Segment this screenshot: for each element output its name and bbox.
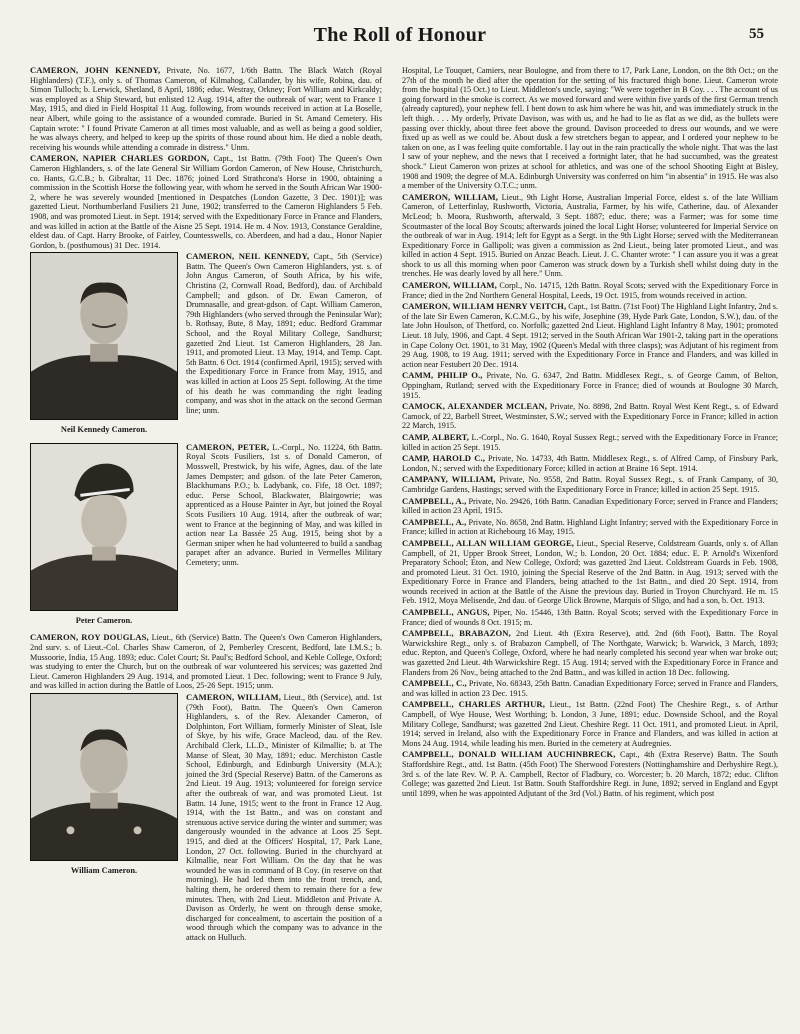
entry-name: CAMPBELL, ALLAN WILLIAM GEORGE, [402,537,575,548]
roll-entry [402,475,778,494]
entry-name: CAMP, ALBERT, [402,431,470,442]
photo-entry-row [30,443,382,632]
roll-entry [402,193,778,279]
roll-entry [402,371,778,400]
roll-entry-continuation [402,66,778,191]
entry-text: Capt., 1st Battn. (71st Foot) The Highland Light Infantry, 2nd s. of the late Sir Ewen Cameron, K.C.M.G., by his wife, Josephine (39, Hyde Park Gate, London, S.W.), dau. of the late John Houlson, of Thetford, co. Norfolk; gazetted 2nd Lieut. Highland Light Infantry 8 May, 1901; promoted Lieut. 18 July, 1906, and Capt. 4 Sept. 1912; served in the South African War 1901-2, taking part in the operations in Cape Colony Oct. 1901, to 31 May, 1902 (Queen's Medal with three clasps); was Adjutant of his regiment from 29 Aug. 1908, to 19 Aug. 1911; served with the Expeditionary Force in France and Flanders, and was killed in action near Festubert 20 Dec. 1914. [402,302,778,369]
entry-text: Lieut., Special Reserve, Coldstream Guards, only s. of Allan Campbell, of 21, Upper Brook Street, London, W.; b. London, 20 Oct. 1884; educ. E. P. Arnold's Wixenford Preparatory School; Eton, and New College, Oxford; was gazetted 2nd Lieut. Coldstream Guards in Feb. 1908, and promoted Lieut. 31 Oct. 1910, joining the Special Reserve of the 2nd Battn. in Aug. 1913; served with the Expeditionary Force in France and Flanders, being attached to the 1st Battn., and died 20 Sept. 1914, from wounds received in action at the Battle of the Aisne the previous day. Buried in Troyon Churchyard. He m. 15 Feb. 1912, Moya Melisende, 2nd dau. of George Ulick Browne, Marquis of Sligo, and had a son, b. Oct. 1913. [402,538,778,606]
roll-entry [402,608,778,627]
entry-name: CAMERON, ROY DOUGLAS, [30,632,149,643]
entry-name: CAMPBELL, ANGUS, [402,607,490,618]
entry-name: CAMERON, WILLIAM HENRY VEITCH, [402,301,567,312]
portrait-photo [30,443,178,611]
right-column [402,66,778,1026]
roll-entry [30,66,382,152]
entry-text: Private, No. 8898, 2nd Battn. Royal West Kent Regt., s. of Edward Camock, of 22, Barbell Street, Westminster, S.W.; served with the Expeditionary Force in France; killed in action 22 March, 1915. [402,402,778,431]
roll-entry [30,154,382,250]
entry-text: Lieut., 1st Battn. (22nd Foot) The Cheshire Regt., s. of Arthur Campbell, of Wye House, West Worthing; b. London, 3 June, 1891; educ. Downside School, and the Royal Military College, Sandhurst; was gazetted 2nd Lieut. Cheshire Regt. 11 Oct. 1911, and promoted Lieut. in April, 1914; served in Ireland, also with the Expeditionary Force in France and Flanders, and was killed in action at Mons 24 Aug. 1914, while leading his men. Buried in the cemetery at Audregnies. [402,700,778,748]
entry-name: CAMPBELL, A., [402,516,467,527]
roll-entry [402,518,778,537]
portrait-photo [30,693,178,861]
roll-entry [402,281,778,300]
roll-entry [402,539,778,606]
entry-name: CAMPBELL, BRABAZON, [402,628,511,639]
roll-entry [402,700,778,748]
entry-text: 2nd Lieut. 4th (Extra Reserve), attd. 2nd (6th Foot), Battn. The Royal Warwickshire Regt., only s. of Brabazon Campbell, of The Northgate, Warwick; b. Warwick, 3 March, 1893; educ. Repton, and Queen's College, Oxford, where he had nearly completed his second year when war broke out; was gazetted 2nd Lieut. 4th Warwickshire Regt. 15 Aug. 1914; served with the Expeditionary Force in France and Flanders from 26 Nov., being attached to the 2nd Battn., and was killed in action 18 Dec. following. [402,629,778,677]
entry-name: CAMPANY, WILLIAM, [402,474,496,485]
entry-text: L.-Corpl., No. G. 1640, Royal Sussex Regt.; served with the Expeditionary Force in France; killed in action 25 Sept. 1915. [402,432,778,452]
entry-text: Piper, No. 15446, 13th Battn. Royal Scots; served with the Expeditionary Force in France; died of wounds 8 Oct. 1915; m. [402,608,778,627]
entry-name: CAMERON, WILLIAM, [402,280,497,291]
page-header [30,24,770,54]
entry-text: Capt., 1st Battn. (79th Foot) The Queen's Own Cameron Highlanders, s. of the late General Sir William Gordon Cameron, of New House, Christchurch, co. Hants, G.C.B.; b. Gibraltar, 11 Dec. 1876; joined Lord Strathcona's Horse in 1900, obtaining a commission in the Scottish Horse the following year, with whom he served in the South African War 1900-2, where he was severely wounded [mentioned in Despatches (London Gazette, 3 Dec. 1901)]; was gazetted Lieut. Northumberland Fusiliers 21 June, 1902; transferred to the Cameron Highlanders 5 Feb. 1908, and was promoted Lieut. in Sept. 1914; served with the Expeditionary Force in France and Flanders, and was killed in action at the Battle of the Aisne 25 Sept. 1914. He m. 4 Nov. 1913, Constance Geraldine, eldest dau. of Capt. Harry Brooke, of Fairley, Countesswells, co. Aberdeen, and had a dau., Honor Napier Gordon, b. (posthumous) 31 Dec. 1914. [30,154,382,250]
entry-text: Private, No. 8658, 2nd Battn. Highland Light Infantry; served with the Expeditionary Force in France; killed in action at Richebourg 16 May, 1915. [402,517,778,537]
roll-entry [402,679,778,698]
roll-entry [402,750,778,798]
entry-name: CAMERON, JOHN KENNEDY, [30,66,161,75]
entry-name: CAMERON, PETER, [186,441,270,452]
entry-text: Capt., 4th (Extra Reserve) Battn. The South Staffordshire Regt., attd. 1st Battn. (45th Foot) The Sherwood Foresters (Nottinghamshire and Derbyshire Regt.), 3rd s. of the late Rev. W. P. A. Campbell, Rector of Fladbury, co. Worcester; b. 20 March, 1872; educ. Clifton College; was gazetted 2nd Lieut. 1st Battn. South Staffordshire Regt. in June, 1892; served in England and Egypt until 1899, when he was appointed Adjutant of the 3rd (Vol.) Battn. of his regiment, which post [402,750,778,798]
entry-name: CAMERON, WILLIAM, [402,191,499,202]
entry-name: CAMPBELL, A., [402,495,467,506]
roll-entry [402,302,778,369]
entry-text: Capt., 5th (Service) Battn. The Queen's Own Cameron Highlanders, yst. s. of John Angus Cameron, of South Africa, by his wife, Christina (2, Cornwall Road, Bedford), dau. of Archibald Campbell; and gdson. of Dr. Ewan Cameron, of Drumnasalle, and great-gdson. of Capt. William Cameron, 79th Highlanders (who served through the Peninsular War); b. Rothsay, Bute, 8 May, 1891; educ. Bedford Grammar School, and the Royal Military College, Sandhurst; gazetted 2nd Lieut. 1st Cameron Highlanders, 28 Jan. 1911, and promoted Lieut. 13 May, 1914, and Temp. Capt. 5th Battn. 6 Oct. 1914 (confirmed April, 1915); served with the Expeditionary Force in France from May, 1915, and was killed in action at Loos 25 Sept. following. At the time of his death he was commanding the right leading company, and was shot in the attack on the second German line; unm. [186,252,382,415]
entry-name: CAMPBELL, C., [402,678,467,689]
left-column [30,66,382,1026]
photo-entry-row [30,693,382,942]
entry-text: Private, No. G. 6347, 2nd Battn. Middlesex Regt., s. of George Camm, of Belton, Oppingham, Rutland; served with the Expeditionary Force in France; died of wounds at Boulogne 30 March, 1915. [402,371,778,400]
roll-entry [30,633,382,691]
entry-name: CAMERON, NEIL KENNEDY, [186,251,310,262]
entry-name: CAMPBELL, DONALD WILLIAM AUCHINBRECK, [402,749,616,760]
roll-entry [402,433,778,452]
roll-entry [402,454,778,473]
page-number: 55 [749,26,764,42]
portrait-figure [30,693,178,942]
portrait-figure [30,252,178,441]
photo-entry-row [30,252,382,441]
roll-entry [402,497,778,516]
portrait-caption: William Cameron. [70,866,138,876]
portrait-photo [30,252,178,420]
entry-name: CAMERON, NAPIER CHARLES GORDON, [30,153,210,164]
entry-name: CAMP, HAROLD C., [402,453,486,464]
entry-text: Private, No. 1677, 1/6th Battn. The Black Watch (Royal Highlanders) (T.F.), only s. of Thomas Cameron, of Kilmahog, Callander, by his wife, Robina, dau. of Simon Tulloch; b. Lerwick, Shetland, 8 April, 1886; educ. Westray, Orkney; Fort William and Kirkcaldy; was employed as a Ship Steward, but enlisted 12 Aug. 1914, after the outbreak of war; went to France 1 May, 1915, and died in Field Hospital 11 Aug. following, from wounds received in action at La Boselle, near Albert, while going to the assistance of a wounded comrade. Buried in St. Amand Cemetery. His Captain wrote: " I found Private Cameron at all times most valuable, and as well as being a good soldier, he was always cheery, and helped to keep up the spirits of those round about him. He died a noble death, receiving his wounds while attending a comrade in distress." Unm. [30,66,382,152]
entry-name: CAMPBELL, CHARLES ARTHUR, [402,699,545,710]
entry-name: CAMM, PHILIP O., [402,370,483,381]
entry-text: Lieut., 9th Light Horse, Australian Imperial Force, eldest s. of the late William Cameron, of Letterfinlay, Rushworth, Victoria, Australia, Farmer, by his wife, Catherine, dau. of Alexander McLeod; b. Moora, Rushworth, afterwald, 3 Sept. 1887; educ. there; was a Farmer; was for some time Scoutmaster of the local Boy Scouts; afterwards joined the local Light Horse; volunteered for Imperial Service on the outbreak of war in Aug. 1914; left for Egypt as a Sergt. in the 9th Light Horse; served with the Mediterranean Expeditionary Force in Gallipoli; was given a commission as 2nd Lieut., being later promoted Lieut., and was killed in action 4 Sept. 1915. Buried on Anzac Beach. Lieut. J. C. Chanter wrote: " I can assure you it was a great shock to us all this morning when poor Cameron was struck down by a Turkish shell whilst doing duty in the trenches. He was dearly loved by all here." Unm. [402,192,778,279]
roll-entry [186,443,382,632]
entry-text: Private, No. 68343, 25th Battn. Canadian Expeditionary Force; served in France and Flanders, and was killed in action 23 Dec. 1915. [402,679,778,698]
entry-text: Private, No. 9558, 2nd Battn. Royal Sussex Regt., s. of Frank Campany, of 30, Cambridge Gardens, Hastings; served with the Expeditionary Force in France; killed in action 25 Sept. 1915. [402,475,778,494]
entry-text: Lieut., 8th (Service), attd. 1st (79th Foot), Battn. The Queen's Own Cameron Highlanders, s. of the Rev. Alexander Cameron, of Dolphinton, Fort William, formerly Minister of Sleat, Isle of Skye, by his wife, Grace Macleod, dau. of the Rev. Archibald Clerk, LL.D., Minister of Kilmallie; b. at The Manse of Sleat, 30 May, 1891; educ. Merchiston Castle School, Edinburgh, and Edinburgh University (M.A.); joined the 3rd (Special Reserve) Battn. of the Camerons as 2nd Lieut. 19 Aug. 1913; volunteered for foreign service after the outbreak of war, and was promoted Lieut. 1st Battn. 14 June, 1915; went to the front in France 12 Aug. 1914, with the 1st Battn., and was on constant and strenuous active service during the winter and summer; was dangerously wounded in the advance at Loos 25 Sept. 1915, and died at the Officers' Hospital, 17, Park Lane, London, 27 Oct. following. Buried in the churchyard at Kilmallie, near Fort William. On the day that he was wounded he was in command of B Coy. (in reserve on that morning). He had led them into the front trench, and, halting them, he ordered them to remain there for a few minutes. Then, with 2nd Lieut. Middleton and Private A. Davison as Orderly, he went on through dense smoke, discharged for concealment, to ascertain the position of a wood through which the company was to advance in the attack on Hulluch. [186,693,382,942]
entry-name: CAMERON, WILLIAM, [186,692,282,703]
roll-entry [402,402,778,431]
page-title: The Roll of Honour [313,24,487,46]
portrait-figure [30,443,178,632]
roll-entry [186,693,382,942]
portrait-caption: Neil Kennedy Cameron. [60,425,148,435]
entry-text: Corpl., No. 14715, 12th Battn. Royal Scots; served with the Expeditionary Force in France; died in the 2nd Northern General Hospital, Leeds, 19 Oct. 1915, from wounds received in action. [402,281,778,300]
entry-text: Lieut., 6th (Service) Battn. The Queen's Own Cameron Highlanders, 2nd surv. s. of Lieut.-Col. Charles Shaw Cameron, of 2, Pemberley Crescent, Bedford, late I.M.S.; b. Mussoorie, India, 15 Aug. 1893; educ. Colet Court; St. Paul's; Bedford School, and Keble College, Oxford; was studying to enter the Church, but on the outbreak of war volunteered his services; was gazetted 2nd Lieut. Cameron Highlanders 29 Aug. 1914, and promoted Lieut. 1 Dec. following; went to France 9 July, and was killed in action during the Battle of Loos, 25-26 Sept. 1915; unm. [30,633,382,691]
entry-text: L.-Corpl., No. 11224, 6th Battn. Royal Scots Fusiliers, 1st s. of Donald Cameron, of Mosswell, Prestwick, by his wife, Agnes, dau. of the late James Dempster; and gdson. of the late Peter Cameron, Blackhumans P.O.; b. Ladybank, co. Fife, 18 Oct. 1897; educ. Perse School, Blackwater, Blairgowrie; was apprenticed as a House Painter in Ayr, but joined the Royal Scots Fusiliers 10 Aug. 1914, after the outbreak of war; went to France at the beginning of May, and was killed in action near La Bassée 25 Aug. 1915, being shot by a German sniper when he had volunteered to build a sandbag parapet after an advance. Buried in Vermelles Military Cemetery; unm. [186,442,382,567]
entry-text: Hospital, Le Touquet, Camiers, near Boulogne, and from there to 17, Park Lane, London, on the 8th Oct.; on the 27th of the month he died after the operation for the setting of his fractured thigh bone. Lieut. Cameron wrote from the hospital (15 Oct.) to Lieut. Middleton's uncle, saying: "We were together in B Coy. . . . The account of us going forward in the smoke is correct. As we moved forward and were within five yards of the first German trench (already captured), your nephew fell. I bent down to ask him where he was hit, and was immediately struck in the left thigh. . . . My orderly, Private Davison, was with us, and he had to lie as flat as we did, as the bullets were passing over thickly, about three feet above the ground. Davison proceeded to dress our wounds, and we were fixed up as well as we could be. About dusk a few stretchers began to appear, and I ordered your nephew to be taken on one, as I was feeling quite comfortable. I lay out in the rain practically the whole night. That was the last I saw of your nephew, and the news that I received a fortnight later, that he had succumbed, was the greatest shock." Lieut Cameron won prizes at school for athletics, and was one of the school Shooting Eight at Bisley, 1908 and 1909; the degree of M.A. Edinburgh University was conferred on him "in absentia" in 1915. He was also a member of the University O.T.C.; unm. [402,66,778,191]
entry-text: Private, No. 14733, 4th Battn. Middlesex Regt., s. of Alfred Camp, of Finsbury Park, London, N.; served with the Expeditionary Force; killed in action at Braine 16 Sept. 1914. [402,454,778,473]
entry-text: Private, No. 29426, 16th Battn. Canadian Expeditionary Force; served in France and Flanders; killed in action 23 April, 1915. [402,496,778,516]
roll-entry [402,629,778,677]
roll-entry [186,252,382,441]
portrait-caption: Peter Cameron. [75,615,133,625]
entry-name: CAMOCK, ALEXANDER MCLEAN, [402,401,548,412]
